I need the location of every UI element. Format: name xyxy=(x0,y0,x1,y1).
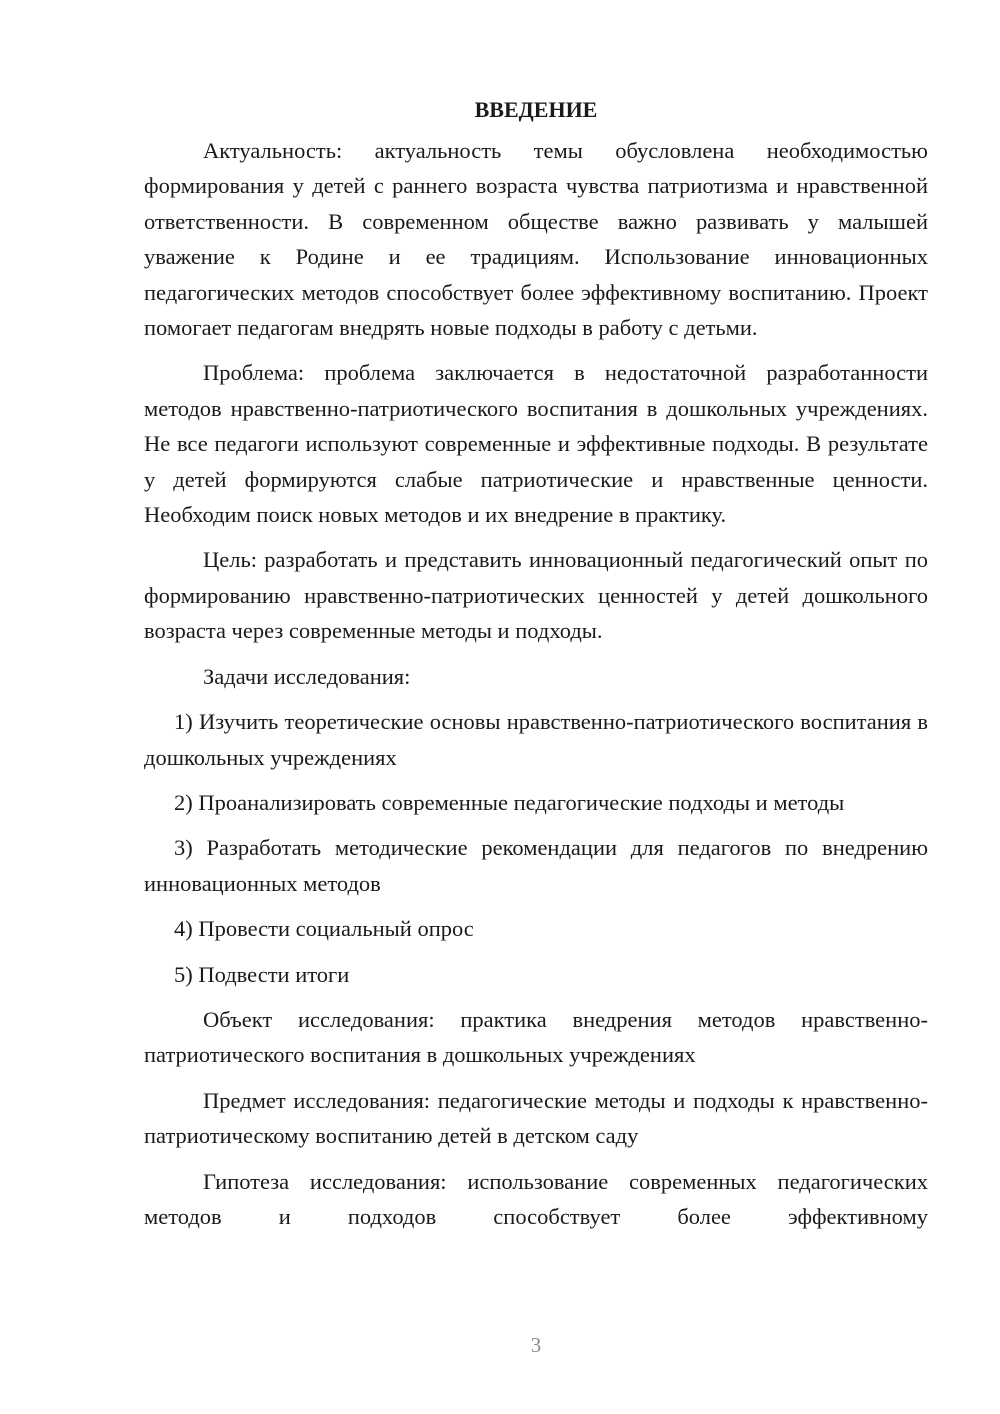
document-page xyxy=(144,92,928,1234)
goal-paragraph: Цель: разработать и представить инновационный педагогический опыт по формированию нравственно-патриотических ценностей у детей дошкольного возраста через современные методы и подходы. xyxy=(144,547,928,644)
subject-paragraph: Предмет исследования: педагогические методы и подходы к нравственно-патриотическому воспитанию детей в детском саду xyxy=(144,1087,928,1149)
task-item: 2) Проанализировать современные педагогические подходы и методы xyxy=(174,789,845,815)
section-heading: ВВЕДЕНИЕ xyxy=(474,97,598,122)
object-paragraph: Объект исследования: практика внедрения методов нравственно-патриотического воспитания в дошкольных учреждениях xyxy=(144,1006,928,1068)
task-item: 4) Провести социальный опрос xyxy=(174,916,474,942)
problem-paragraph: Проблема: проблема заключается в недостаточной разработанности методов нравственно-патриотического воспитания в дошкольных учреждениях. Не все педагоги используют современные и эффективные подходы. В результате у детей формируются слабые патриотические и нравственные ценности. Необходим поиск новых методов и их внедрение в практику. xyxy=(144,360,928,528)
hypothesis-paragraph: Гипотеза исследования: использование современных педагогических методов и подходов способствует более эффективному xyxy=(144,1168,928,1229)
tasks-intro: Задачи исследования: xyxy=(203,663,411,689)
task-item: 3) Разработать методические рекомендации для педагогов по внедрению инновационных методов xyxy=(144,835,928,896)
task-item: 5) Подвести итоги xyxy=(174,961,350,987)
task-item: 1) Изучить теоретические основы нравственно-патриотического воспитания в дошкольных учреждениях xyxy=(144,709,928,770)
relevance-paragraph: Актуальность: актуальность темы обусловлена необходимостью формирования у детей с раннего возраста чувства патриотизма и нравственной ответственности. В современном обществе важно развивать у малышей уважение к Родине и ее традициям. Использование инновационных педагогических методов способствует более эффективному воспитанию. Проект помогает педагогам внедрять новые подходы в работу с детьми. xyxy=(144,138,928,341)
page-number: 3 xyxy=(530,1333,542,1357)
